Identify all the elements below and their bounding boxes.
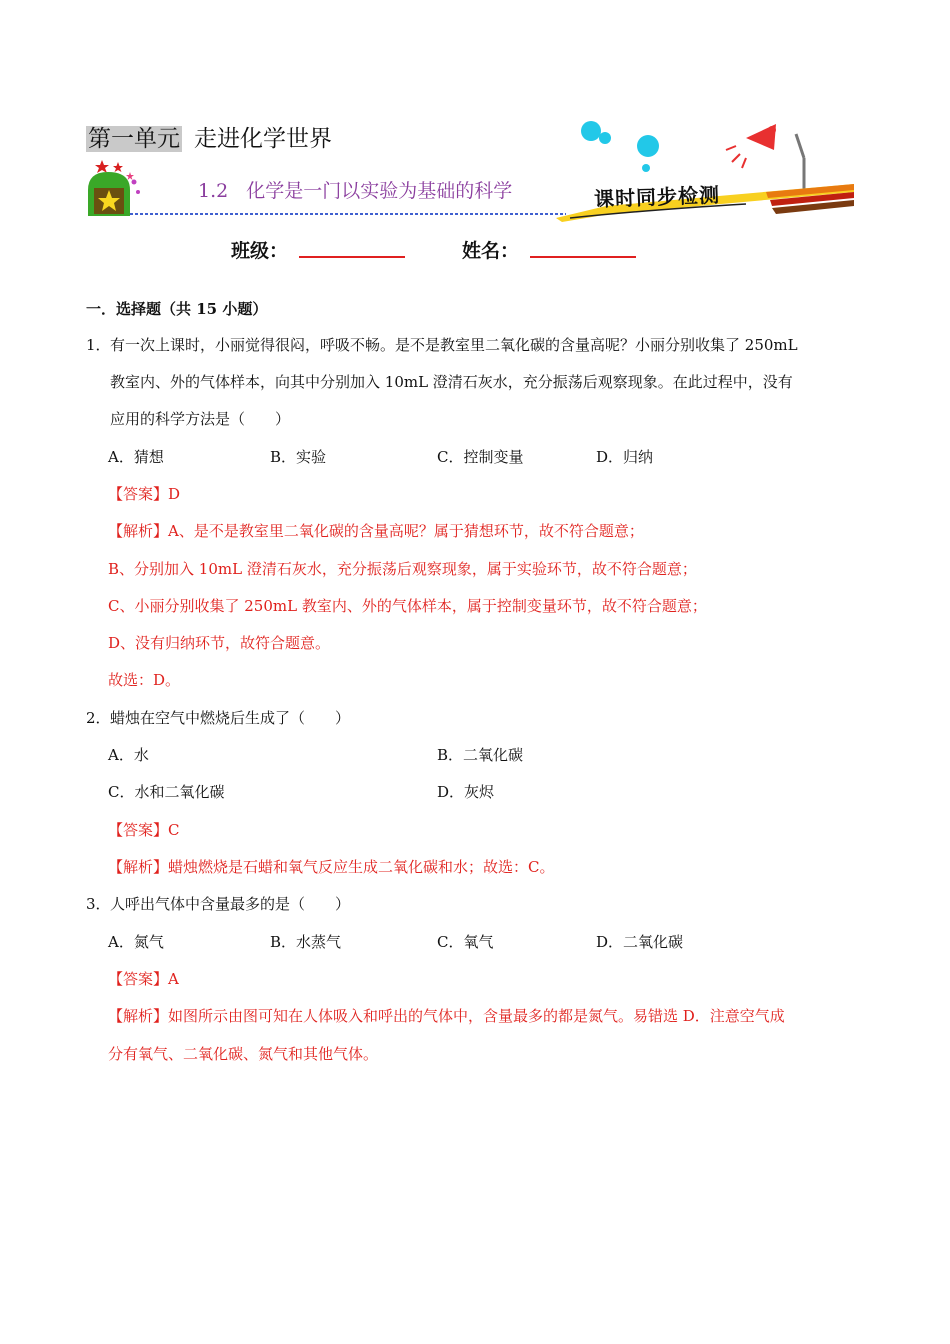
question-stem-line: 应用的科学方法是（ ） — [110, 410, 291, 428]
option-b: B．实验 — [270, 448, 327, 466]
star-icon — [95, 160, 109, 173]
bubble-icon — [599, 132, 611, 144]
check-label: 课时同步检测 — [593, 182, 721, 212]
question-number: 2． — [86, 709, 111, 727]
lamp-icon — [726, 124, 804, 190]
star-icon — [126, 172, 134, 180]
answer: 【答案】D — [108, 485, 181, 503]
option-d: D．灰烬 — [437, 783, 495, 801]
lesson-name: 化学是一门以实验为基础的科学 — [246, 180, 513, 202]
analysis-line: 【解析】如图所示由图可知在人体吸入和呼出的气体中，含量最多的都是氮气。易错选 D．注意空气成 — [108, 1007, 785, 1025]
question-stem-line: 蜡烛在空气中燃烧后生成了（ ） — [110, 709, 351, 727]
option-d: D．二氧化碳 — [596, 933, 684, 951]
bubble-icon — [642, 164, 650, 172]
lesson-number: 1.2 — [198, 180, 229, 202]
question-number: 1． — [86, 336, 111, 354]
analysis-line: C、小丽分别收集了 250mL 教室内、外的气体样本，属于控制变量环节，故不符合题意； — [108, 597, 707, 615]
option-b: B．二氧化碳 — [437, 746, 524, 764]
analysis-line: 分有氧气、二氧化碳、氮气和其他气体。 — [108, 1045, 379, 1063]
lesson-title — [198, 176, 512, 203]
unit-name: 走进化学世界 — [194, 126, 332, 152]
option-c: C．水和二氧化碳 — [108, 783, 225, 801]
option-b: B．水蒸气 — [270, 933, 342, 951]
analysis-line: 【解析】A、是不是教室里二氧化碳的含量高呢？属于猜想环节，故不符合题意； — [108, 522, 644, 540]
analysis-line: 故选：D。 — [108, 671, 181, 689]
unit-label: 第一单元 — [88, 126, 180, 152]
bubble-icon — [637, 135, 659, 157]
question-stem-line: 教室内、外的气体样本，向其中分别加入 10mL 澄清石灰水，充分振荡后观察现象。在此过程中，没有 — [110, 373, 793, 391]
question-stem-line: 有一次上课时，小丽觉得很闷，呼吸不畅。是不是教室里二氧化碳的含量高呢？小丽分别收集了 250mL — [110, 336, 798, 354]
option-d: D．归纳 — [596, 448, 654, 466]
option-c: C．氧气 — [437, 933, 494, 951]
name-field-line — [530, 256, 636, 258]
question-number: 3． — [86, 895, 111, 913]
class-label: 班级： — [231, 240, 289, 262]
class-field-line — [299, 256, 405, 258]
analysis-line: 【解析】蜡烛燃烧是石蜡和氧气反应生成二氧化碳和水；故选：C。 — [108, 858, 555, 876]
analysis-line: D、没有归纳环节，故符合题意。 — [108, 634, 331, 652]
bubble-icon — [581, 121, 601, 141]
header-banner — [86, 118, 856, 222]
star-icon — [113, 162, 123, 172]
option-a: A．氮气 — [108, 933, 164, 951]
section-title: 一．选择题（共 15 小题） — [86, 300, 268, 318]
question-stem-line: 人呼出气体中含量最多的是（ ） — [110, 895, 351, 913]
analysis-line: B、分别加入 10mL 澄清石灰水，充分振荡后观察现象，属于实验环节，故不符合题意； — [108, 560, 697, 578]
option-a: A．猜想 — [108, 448, 164, 466]
name-label: 姓名： — [462, 240, 520, 262]
option-c: C．控制变量 — [437, 448, 524, 466]
answer: 【答案】A — [108, 970, 179, 988]
answer: 【答案】C — [108, 821, 180, 839]
option-a: A．水 — [108, 746, 149, 764]
